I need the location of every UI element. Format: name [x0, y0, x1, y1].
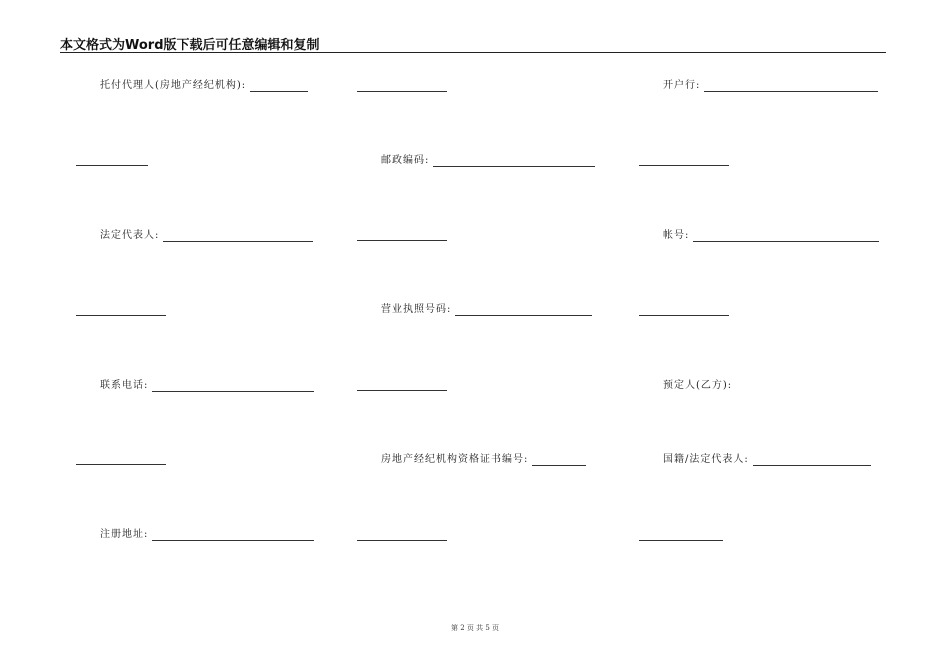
phone-blank[interactable]: [152, 382, 314, 392]
cert-no-field: [381, 454, 586, 466]
account-label: 帐号:: [663, 230, 690, 241]
blank-line[interactable]: [357, 91, 447, 92]
address-field: [100, 529, 314, 541]
business-license-label: 营业执照号码:: [381, 304, 452, 315]
business-license-field: [381, 304, 592, 316]
blank-line[interactable]: [357, 240, 447, 241]
phone-field: [100, 380, 314, 392]
address-label: 注册地址:: [100, 529, 149, 540]
blank-line[interactable]: [639, 540, 723, 541]
bank-blank[interactable]: [704, 82, 878, 92]
blank-line[interactable]: [76, 315, 166, 316]
nationality-rep-label: 国籍/法定代表人:: [663, 454, 749, 465]
postal-code-label: 邮政编码:: [381, 155, 430, 166]
legal-rep-field: [100, 230, 313, 242]
legal-rep-blank[interactable]: [163, 232, 313, 242]
business-license-blank[interactable]: [455, 306, 592, 316]
bank-field: [663, 80, 878, 92]
account-blank[interactable]: [693, 232, 879, 242]
legal-rep-label: 法定代表人:: [100, 230, 160, 241]
nationality-rep-field: [663, 454, 871, 466]
buyer-field: [663, 380, 732, 392]
cert-no-blank[interactable]: [532, 456, 586, 466]
blank-line[interactable]: [357, 540, 447, 541]
postal-code-blank[interactable]: [433, 157, 595, 167]
postal-code-field: [381, 155, 595, 167]
page-number: 第 2 页 共 5 页: [450, 624, 500, 632]
address-blank[interactable]: [152, 531, 314, 541]
phone-label: 联系电话:: [100, 380, 149, 391]
header-divider: [60, 52, 886, 53]
blank-line[interactable]: [76, 464, 166, 465]
account-field: [663, 230, 879, 242]
nationality-rep-blank[interactable]: [753, 456, 871, 466]
document-header-title: 本文格式为Word版下载后可任意编辑和复制: [60, 38, 320, 53]
blank-line[interactable]: [357, 390, 447, 391]
blank-line[interactable]: [639, 165, 729, 166]
buyer-label: 预定人(乙方):: [663, 380, 733, 391]
bank-label: 开户行:: [663, 80, 701, 91]
blank-line[interactable]: [76, 165, 148, 166]
blank-line[interactable]: [639, 315, 729, 316]
agent-label: 托付代理人(房地产经纪机构):: [100, 80, 247, 91]
agent-field: [100, 80, 308, 92]
agent-blank[interactable]: [250, 82, 308, 92]
cert-no-label: 房地产经纪机构资格证书编号:: [381, 454, 529, 465]
